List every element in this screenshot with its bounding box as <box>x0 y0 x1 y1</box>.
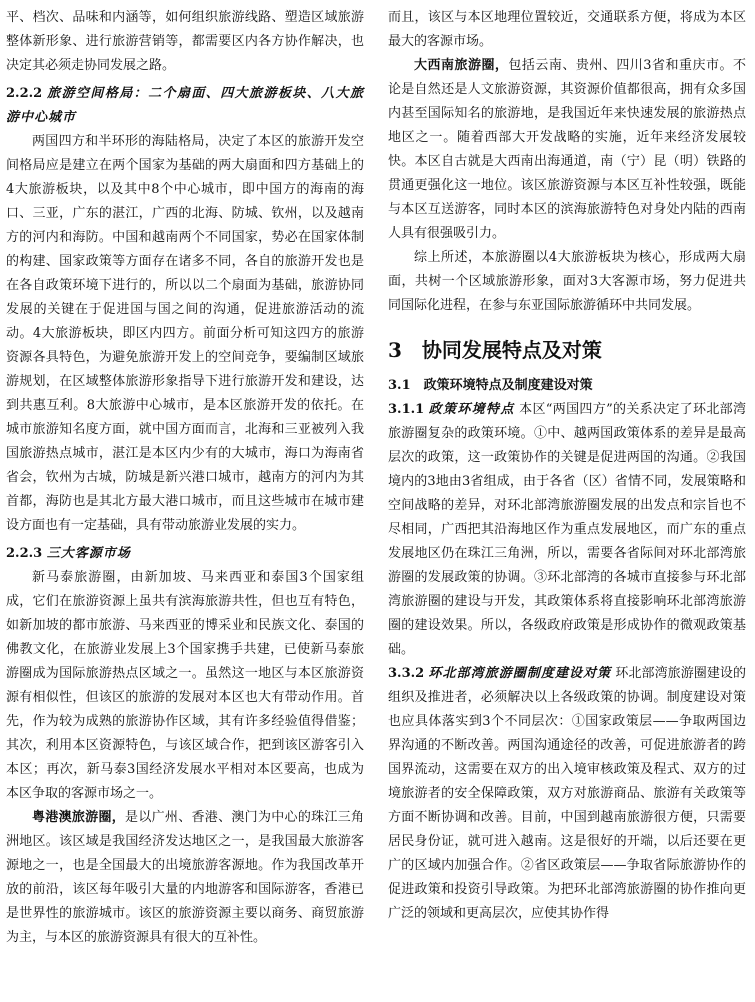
subsection-title: 三大客源市场 <box>46 546 131 561</box>
continued-paragraph: 平、档次、品味和内涵等，如何组织旅游线路、塑造区域旅游整体新形象、进行旅游营销等，都需要区内各方协作解决，也决定其必须走协同发展之路。 <box>6 10 364 73</box>
subsection-number: 3.3.2 <box>388 666 425 681</box>
subsection-2-2-2 <box>6 82 364 130</box>
paragraph-3-1-1: 本区“两国四方”的关系决定了环北部湾旅游圈复杂的政策环境。①中、越两国政策体系的差异是最高层次的政策，这一政策协作的关键是促进两国的沟通。②我国境内的3地由3省组成，由于各省（区）省情不同，发展策略和空间战略的差异，对环北部湾旅游圈发展的出发点和宗旨也不尽相同，广西把其沿海地区作为重点发展地区，而广东的重点发展地区仍在珠江三角洲，所以，需要各省际间对环北部湾旅游圈的发展政策的协调。③环北部湾的各城市直接参与环北部湾旅游圈的建设与开发，其政策体系将直接影响环北部湾旅游圈的建设效果。所以，各级政府政策是形成协作的微观政策基础。 <box>388 402 746 657</box>
subsection-3-3-2 <box>388 662 746 926</box>
paragraph-da-xi-nan <box>388 54 746 246</box>
section-3-heading: 3 协同发展特点及对策 <box>388 338 602 362</box>
subsection-3-1-1 <box>388 398 746 662</box>
paragraph-yue-gang-ao <box>6 806 364 950</box>
paragraph-3-3-2: 环北部湾旅游圈建设的组织及推进者，必须解决以上各级政策的协调。制度建设对策也应具体落实到3个不同层次：①国家政策层——争取两国边界沟通的不断改善。两国沟通途径的改善，可促进旅游者的跨国界流动，这需要在双方的出入境审核政策及程式、双方的过境旅游者的安全保障政策，双方对旅游商品、旅游有关政策等方面不断协调和改善。目前，中国到越南旅游很方便，只需要居民身份证，就可进入越南。这是很好的开端，以后还要在更广的区域内加强合作。②省区政策层——争取省际旅游协作的促进政策和投资引导政策。为把环北部湾旅游圈的协作推向更广泛的领域和更高层次，应使其协作得 <box>388 666 746 921</box>
paragraph-summary: 综上所述，本旅游圈以4大旅游板块为核心，形成两大扇面，共树一个区域旅游形象，面对3大客源市场，努力促进共同国际化进程，在参与东亚国际旅游循环中共同发展。 <box>388 250 746 313</box>
subsection-number: 2.2.3 <box>6 546 43 561</box>
left-column <box>6 6 364 950</box>
subsection-title: 环北部湾旅游圈制度建设对策 <box>428 666 612 681</box>
paragraph-2-2-2: 两国四方和半环形的海陆格局，决定了本区的旅游开发空间格局应是建立在两个国家为基础的两大扇面和四方基础上的4大旅游板块，以及其中8个中心城市，即中国方的海南的海口、三亚，广东的湛江，广西的北海、防城、钦州，以及越南方的河内和海防。中国和越南两个不同国家，势必在国家体制的构建、国家政策等方面存在诸多不同，各自的旅游开发也是在各自政策环境下进行的，所以以二个扇面为基础，旅游协同发展的关键在于促进国与国之间的沟通，促进旅游活动的流动。4大旅游板块，即区内四方。前面分析可知这四方的旅游资源各具特色，为避免旅游开发上的空间竞争，要编制区域旅游规划，在区域整体旅游形象指导下进行旅游开发和建设，达到共惠互利。8大旅游中心城市，是本区旅游开发的依托。在城市旅游知名度方面，就中国方面而言，北海和三亚被列入我国旅游热点城市，湛江是本区内少有的大城市，海口为海南省省会，钦州为古城，防城是新兴港口城市，越南方的河内为其首都，海防也是其北方最大港口城市，而且这些城市在城市建设方面也有一定基础，具有带动旅游业发展的实力。 <box>6 134 364 533</box>
subsection-number: 2.2.2 <box>6 86 43 101</box>
subsection-2-2-3 <box>6 542 364 566</box>
paragraph-2-2-3: 新马泰旅游圈，由新加坡、马来西亚和泰国3个国家组成，它们在旅游资源上虽共有滨海旅游共性，但也互有特色，如新加坡的都市旅游、马来西亚的博采业和民族文化、泰国的佛教文化，在旅游业发展上3个国家携手共建，已使新马泰旅游圈成为国际旅游热点区域之一。虽然这一地区与本区旅游资源有相似性，但该区的旅游的发展对本区也大有带动作用。首先，作为较为成熟的旅游协作区域，其有许多经验值得借鉴；其次，利用本区资源特色，与该区域合作，把到该区游客引入本区；再次，新马泰3国经济发展水平相对本区要高，也成为本区争取的客源市场之一。 <box>6 570 364 801</box>
subsection-number: 3.1.1 <box>388 402 425 417</box>
paragraph-lead: 粤港澳旅游圈， <box>32 810 126 825</box>
paragraph-body: 包括云南、贵州、四川3省和重庆市。不论是自然还是人文旅游资源，其资源价值都很高，拥有众多国内甚至国际知名的旅游地，是我国近年来快速发展的旅游热点地区之一。随着西部大开发战略的实施，近年来经济发展较快。本区自古就是大西南出海通道，南（宁）昆（明）铁路的贯通更强化这一地位。该区旅游资源与本区互补性较强，既能与本区互送游客，同时本区的滨海旅游特色对身处内陆的西南人具有很强吸引力。 <box>388 58 746 241</box>
subsection-3-1-heading: 3.1 政策环境特点及制度建设对策 <box>388 378 593 393</box>
continued-paragraph: 而且，该区与本区地理位置较近，交通联系方便，将成为本区最大的客源市场。 <box>388 10 746 49</box>
subsection-title: 旅游空间格局：二个扇面、四大旅游板块、八大旅游中心城市 <box>6 86 364 125</box>
paragraph-lead: 大西南旅游圈， <box>414 58 509 73</box>
paragraph-body: 是以广州、香港、澳门为中心的珠江三角洲地区。该区域是我国经济发达地区之一，是我国最大旅游客源地之一，也是全国最大的出境旅游客源地。作为我国改革开放的前沿，该区每年吸引大量的内地游客和国际游客，香港已是世界性的旅游城市。该区的旅游资源主要以商务、商贸旅游为主，与本区的旅游资源具有很大的互补性。 <box>6 810 364 945</box>
subsection-title: 政策环境特点 <box>428 402 515 417</box>
right-column <box>388 6 746 926</box>
